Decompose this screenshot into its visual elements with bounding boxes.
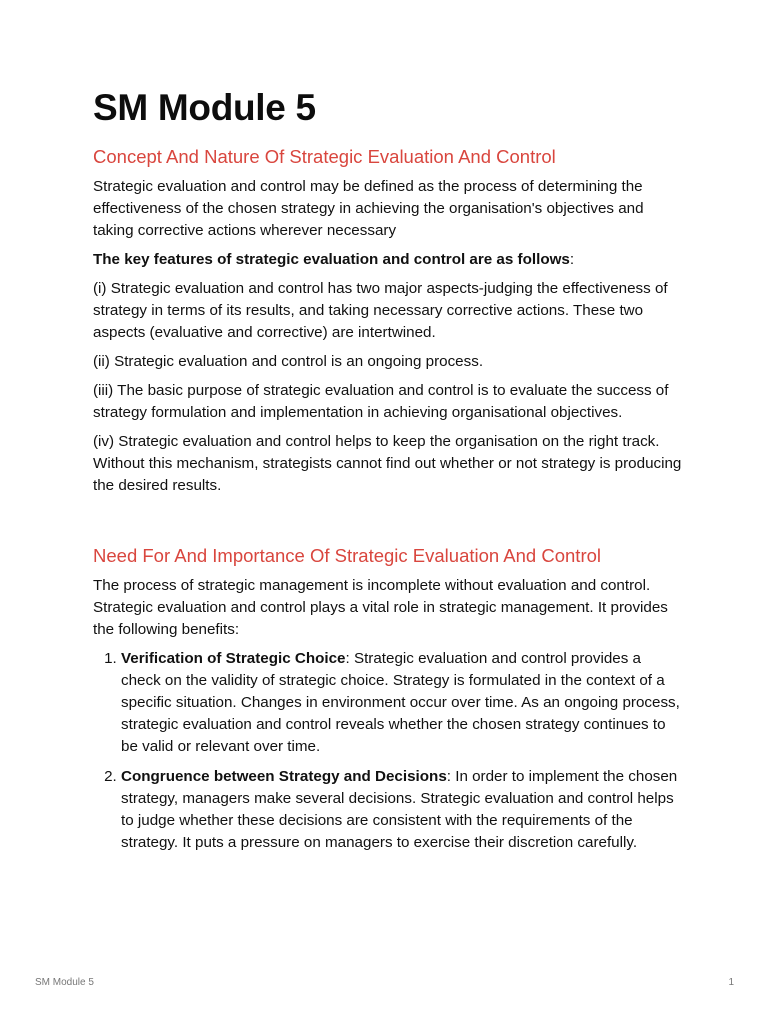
section-intro-paragraph: The process of strategic management is incomplete without evaluation and control. Strategic evaluation and control plays a vital role in strategic management. It provides the following benefits: [93,577,668,638]
benefits-list [93,648,683,854]
benefit-text: : In order to implement the chosen strategy, managers make several decisions. Strategic evaluation and control helps to judge whether these decisions are consistent with the requirements of the strategy. It puts a pressure on managers to exercise their discretion carefully. [121,768,678,851]
feature-paragraph: (i) Strategic evaluation and control has two major aspects-judging the effectiveness of strategy in terms of its results, and taking necessary corrective actions. These two aspects (evaluative and corrective) are intertwined. [93,280,668,341]
document-page [93,84,683,862]
list-item [121,648,683,758]
features-lead-text: The key features of strategic evaluation and control are as follows [93,251,570,268]
section-heading-concept: Concept And Nature Of Strategic Evaluation And Control [93,146,556,167]
feature-paragraph: (iii) The basic purpose of strategic evaluation and control is to evaluate the success of strategy formulation and implementation in achieving organisational objectives. [93,382,669,421]
footer-page-number: 1 [728,977,734,988]
section-intro-paragraph: Strategic evaluation and control may be defined as the process of determining the effectiveness of the chosen strategy in achieving the organisation's objectives and taking corrective actions wherever necessary [93,178,644,239]
footer-document-name: SM Module 5 [35,977,94,988]
benefit-term: Verification of Strategic Choice [121,650,346,667]
features-lead-paragraph [93,249,683,271]
feature-paragraph: (iv) Strategic evaluation and control helps to keep the organisation on the right track. Without this mechanism, strategists cannot find out whether or not strategy is producing the desired results. [93,433,682,494]
list-item [121,766,683,854]
benefit-text: : Strategic evaluation and control provides a check on the validity of strategic choice. Strategy is formulated in the context of a specific situation. Changes in environment occur over time. As an ongoing process, strategic evaluation and control reveals whether the chosen strategy continues to be valid or relevant over time. [121,650,680,755]
features-lead-colon: : [569,251,575,268]
feature-paragraph: (ii) Strategic evaluation and control is an ongoing process. [93,353,484,370]
benefit-term: Congruence between Strategy and Decisions [121,768,447,785]
page-title: SM Module 5 [93,87,316,128]
section-heading-importance: Need For And Importance Of Strategic Evaluation And Control [93,545,602,566]
